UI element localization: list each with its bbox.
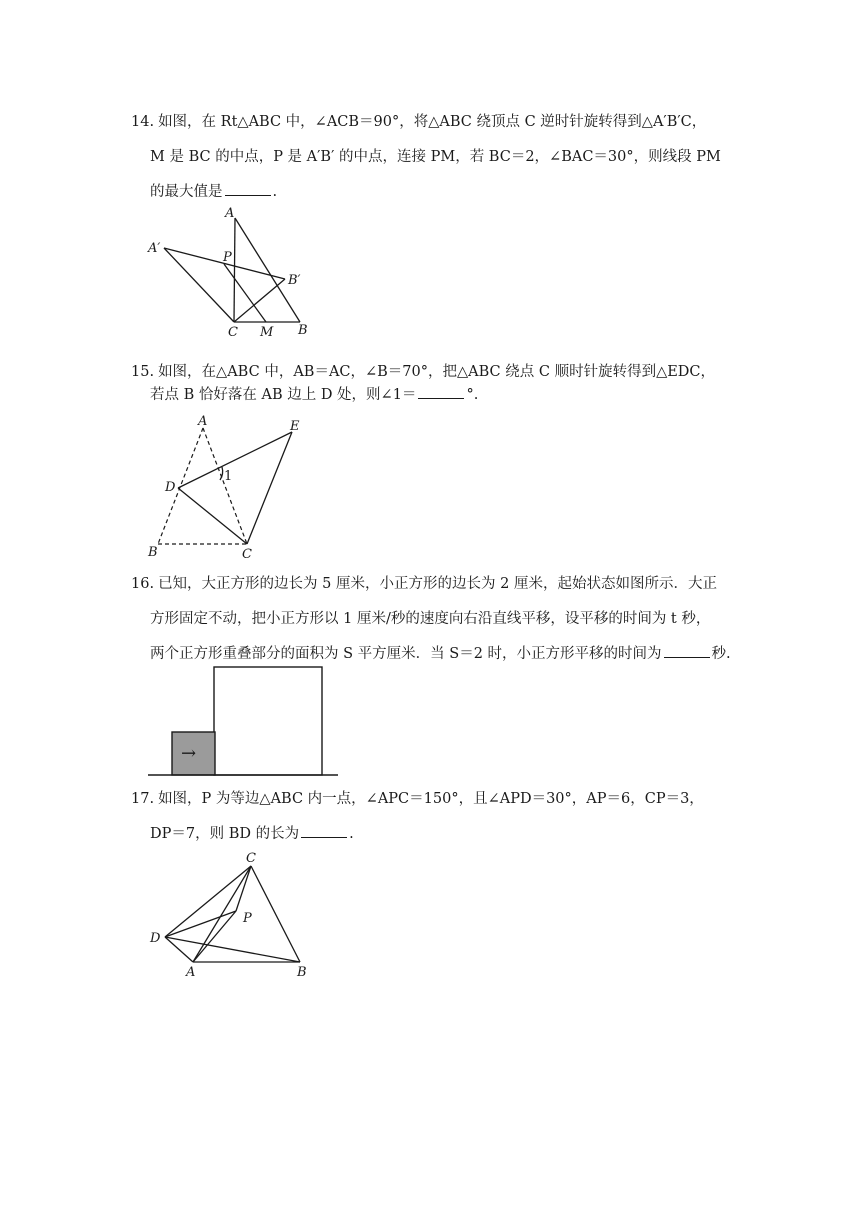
q15-label-C: C <box>242 547 252 562</box>
q17-text-1: 如图，P 为等边△ABC 内一点，∠APC＝150°，且∠APD＝30°，AP＝6，CP＝3， <box>158 791 704 807</box>
q14-label-B: B <box>298 323 308 338</box>
q17-text-2-end: . <box>349 826 354 842</box>
q14-label-C: C <box>228 325 238 340</box>
q14-seg-AC <box>234 218 235 322</box>
q17-seg-DC <box>165 866 251 937</box>
q15-line-2 <box>150 384 750 405</box>
q14-seg-AB <box>235 218 300 322</box>
q17-figure <box>140 845 330 985</box>
q14-label-P: P <box>223 250 232 265</box>
q14-label-A: A <box>225 206 235 221</box>
q17-number: 17. <box>131 791 155 807</box>
q16-figure <box>148 664 348 780</box>
q17-label-B: B <box>297 965 307 980</box>
q16-text-1: 已知，大正方形的边长为 5 厘米，小正方形的边长为 2 厘米，起始状态如图所示．大正 <box>158 576 717 592</box>
q14-text-3-end: . <box>272 184 278 200</box>
q15-number: 15. <box>131 364 155 380</box>
q14-text-3: 的最大值是 <box>150 184 223 200</box>
q17-label-P: P <box>243 911 252 926</box>
q16-answer-blank[interactable] <box>664 643 710 658</box>
q14-label-A1: A′ <box>148 241 161 256</box>
q16-text-3: 两个正方形重叠部分的面积为 S 平方厘米．当 S＝2 时，小正方形平移的时间为 <box>150 646 662 662</box>
q15-text-2-end: °. <box>466 387 479 403</box>
q16-large-square <box>214 667 322 775</box>
q15-answer-blank[interactable] <box>418 384 464 399</box>
q15-line-1 <box>131 362 731 382</box>
q17-seg-CB <box>251 866 300 962</box>
q15-angle-1-arc <box>220 467 223 480</box>
q17-label-A: A <box>186 965 196 980</box>
q16-arrow: → <box>181 743 197 764</box>
q17-text-2: DP＝7，则 BD 的长为 <box>150 826 300 842</box>
q16-text-3-end: 秒. <box>711 646 731 662</box>
q14-label-B1: B′ <box>288 273 301 288</box>
q15-seg-DE <box>178 432 292 488</box>
q17-label-C: C <box>246 851 256 866</box>
q14-number: 14. <box>131 114 155 130</box>
q14-text-1: 如图，在 Rt△ABC 中，∠ACB＝90°，将△ABC 绕顶点 C 逆时针旋转得到△A′B′C， <box>158 114 707 130</box>
q15-label-B: B <box>148 545 158 560</box>
q14-line-1 <box>131 112 731 132</box>
q17-line-1 <box>131 789 731 809</box>
q14-label-M: M <box>260 325 274 340</box>
q14-seg-B1C <box>234 279 285 322</box>
q16-line-1 <box>131 574 731 594</box>
q14-text-2: M 是 BC 的中点，P 是 A′B′ 的中点，连接 PM，若 BC＝2，∠BAC＝30°，则线段 PM <box>150 149 721 165</box>
q15-label-1: 1 <box>224 469 233 484</box>
q14-line-3 <box>150 181 750 202</box>
q15-label-A: A <box>198 414 208 429</box>
q16-line-3 <box>150 643 750 664</box>
q17-line-2 <box>150 823 750 844</box>
q17-answer-blank[interactable] <box>301 823 347 838</box>
q17-label-D: D <box>150 931 161 946</box>
q15-label-E: E <box>290 419 300 434</box>
q17-seg-DB <box>165 937 300 962</box>
q16-number: 16. <box>131 576 155 592</box>
q15-text-1: 如图，在△ABC 中，AB＝AC，∠B＝70°，把△ABC 绕点 C 顺时针旋转得到△EDC， <box>158 364 716 380</box>
q14-answer-blank[interactable] <box>225 181 271 196</box>
q15-label-D: D <box>165 480 176 495</box>
q15-text-2: 若点 B 恰好落在 AB 边上 D 处，则∠1＝ <box>150 387 417 403</box>
q15-figure <box>140 410 320 560</box>
q14-figure <box>140 200 330 340</box>
q16-text-2: 方形固定不动，把小正方形以 1 厘米/秒的速度向右沿直线平移，设平移的时间为 t 秒， <box>150 611 711 627</box>
q15-seg-EC <box>247 432 292 544</box>
